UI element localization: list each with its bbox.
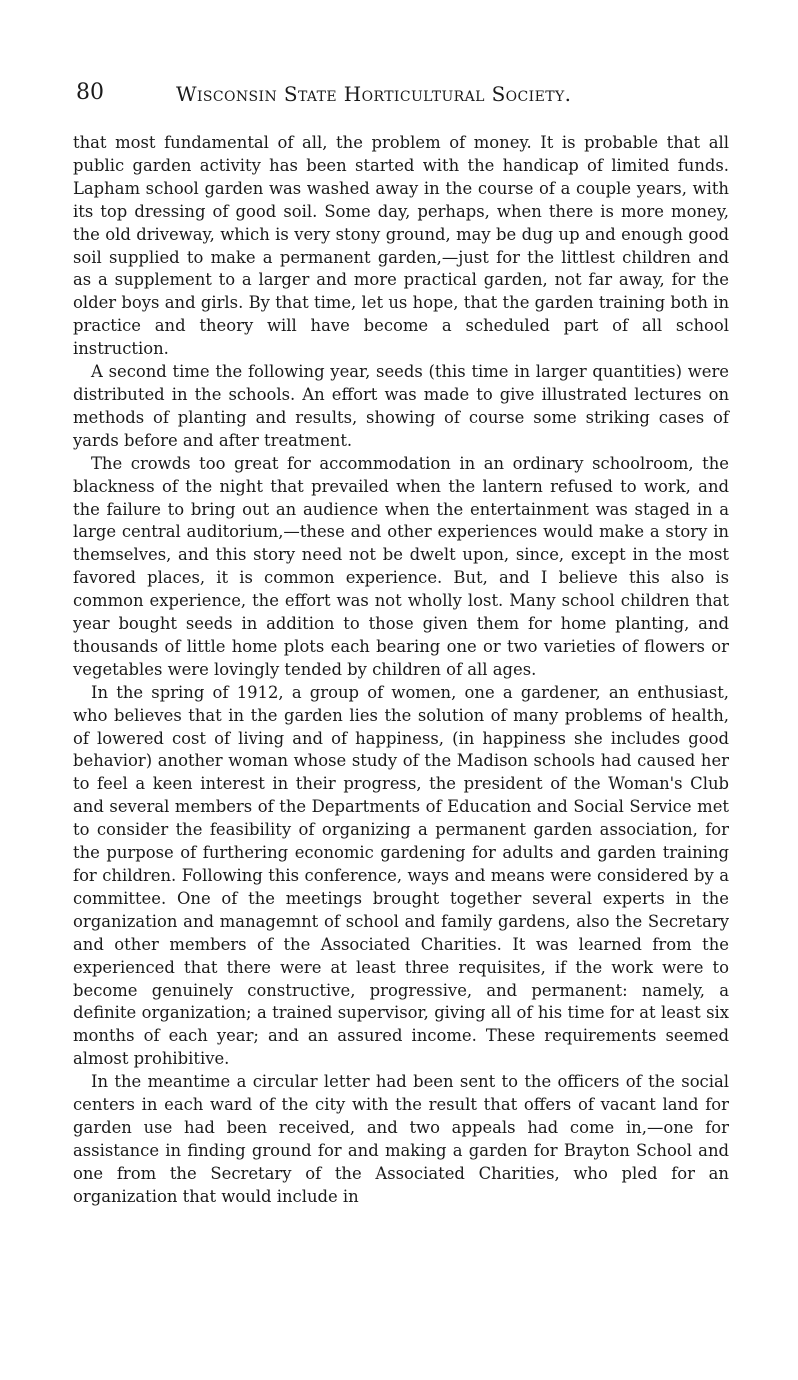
paragraph: that most fundamental of all, the problem of money. It is probable that all public garden activity has been started with the handicap of limited funds. Lapham school garden was washed away in the course of a couple years, with its top dressing of good soil. Some day, perhaps, when there is more money, the old driveway, which is very stony ground, may be dug up and enough good soil supplied to make a permanent garden,—just for the littlest children and as a supplement to a larger and more practical garden, not far away, for the older boys and girls. By that time, let us hope, that the garden training both in practice and theory will have become a scheduled part of all school instruction.	[73, 133, 729, 359]
paragraph: In the meantime a circular letter had been sent to the officers of the social centers in each ward of the city with the result that offers of vacant land for garden use had been received, and two appeals had come in,—one for assistance in finding ground for and making a garden for Brayton School and one from the Secretary of the Associated Charities, who pled for an organization that would include in	[73, 1072, 729, 1206]
page-number: 80	[76, 80, 104, 105]
running-title: Wisconsin State Horticultural Society.	[176, 82, 572, 106]
body-text	[73, 132, 729, 1209]
paragraph: The crowds too great for accommodation in an ordinary schoolroom, the blackness of the night that prevailed when the lantern refused to work, and the failure to bring out an audience when the entertainment was staged in a large central auditorium,—these and other experiences would make a story in themselves, and this story need not be dwelt upon, since, except in the most favored places, it is common experience. But, and I believe this also is common experience, the effort was not wholly lost. Many school children that year bought seeds in addition to those given them for home planting, and thousands of little home plots each bearing one or two varieties of flowers or vegetables were lovingly tended by children of all ages.	[73, 453, 729, 679]
paragraph: A second time the following year, seeds (this time in larger quantities) were distributed in the schools. An effort was made to give illustrated lectures on methods of planting and results, showing of course some striking cases of yards before and after treatment.	[73, 362, 729, 450]
page-header	[76, 80, 636, 110]
paragraph: In the spring of 1912, a group of women, one a gardener, an enthusiast, who believes that in the garden lies the solution of many problems of health, of lowered cost of living and of happiness, (in happiness she includes good behavior) another woman whose study of the Madison schools had caused her to feel a keen interest in their progress, the president of the Woman's Club and several members of the Departments of Education and Social Service met to consider the feasibility of organizing a permanent garden association, for the purpose of furthering economic gardening for adults and garden training for children. Following this conference, ways and means were considered by a committee. One of the meetings brought together several experts in the organization and managemnt of school and family gardens, also the Secretary and other members of the Associated Charities. It was learned from the experienced that there were at least three requisites, if the work were to become genuinely constructive, progressive, and permanent: namely, a definite organization; a trained supervisor, giving all of his time for at least six months of each year; and an assured income. These requirements seemed almost prohibitive.	[73, 682, 729, 1069]
